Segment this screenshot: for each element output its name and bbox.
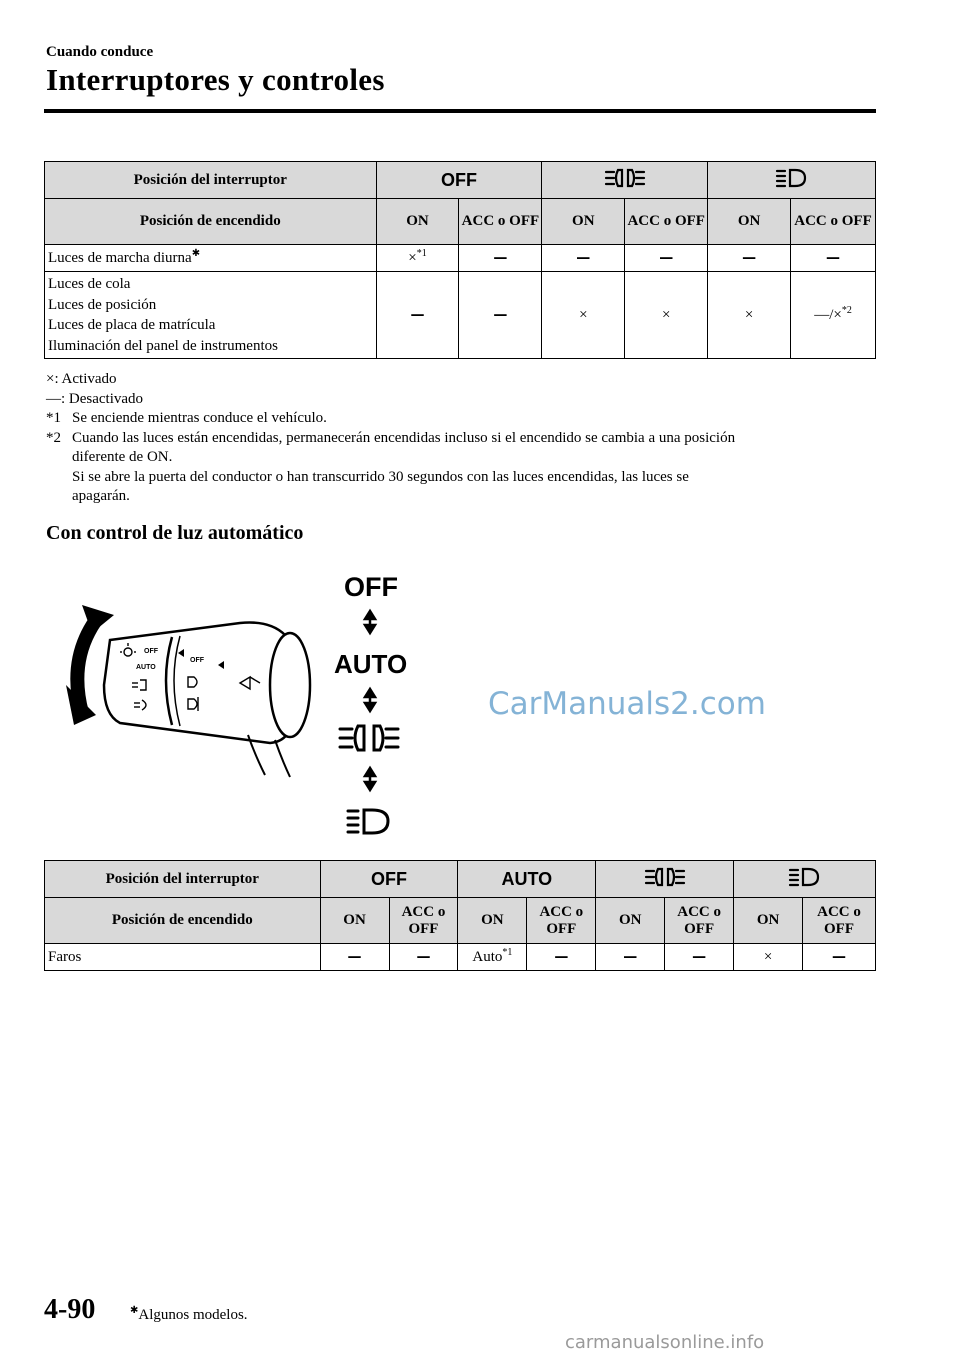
table-row [45,944,876,971]
parking-light-icon [340,726,398,750]
watermark: CarManuals2.com [488,686,766,722]
switch-parking-cell [542,162,708,199]
switch-off-cell [320,861,458,898]
row-label-line: Iluminación del panel de instrumentos [48,337,278,354]
switch-headlight-cell [708,162,876,199]
some-models-mark: ✱ [130,1305,139,1316]
ignition-cell: ON [376,199,459,245]
daytime-lights-label: Luces de marcha diurna [48,249,192,266]
light-position-table [44,161,876,359]
ignition-cell: ON [320,898,389,944]
note-number: *2 [46,429,61,446]
note-2-cont: diferente de ON. [72,449,173,465]
footnote-text: Algunos modelos. [138,1307,248,1323]
headlight-icon [775,167,809,189]
note-2 [46,429,876,449]
ignition-position-label: Posición de encendido [45,199,377,245]
switch-auto-cell [458,861,596,898]
footnote-ref: *1 [502,946,513,958]
cell-value: Auto [472,948,503,965]
table-cell: — [459,245,542,272]
switch-parking-cell [596,861,734,898]
table-cell [458,944,527,971]
arrow-updown-icon [365,768,375,790]
ignition-cell: ACC o OFF [389,898,458,944]
stalk-off-label: OFF [190,657,204,664]
stalk-auto-label: AUTO [136,664,156,671]
stalk-off-label: OFF [144,648,158,655]
ignition-cell: ACC o OFF [791,199,876,245]
parking-light-icon [644,866,686,888]
row-label: Faros [45,944,321,971]
note-number: *1 [46,410,61,426]
ignition-position-row [45,199,876,245]
table-cell: — [665,944,734,971]
ignition-cell: ACC o OFF [527,898,596,944]
parking-light-icon [604,167,646,189]
ignition-cell: ACC o OFF [803,898,876,944]
row-label-line: Luces de posición [48,296,157,313]
switch-position-label: Posición del interruptor [45,861,321,898]
table-cell: × [734,944,803,971]
row-label [45,245,377,272]
table-cell: — [596,944,665,971]
note-text: Se enciende mientras conduce el vehículo. [72,410,327,426]
cell-value: × [408,249,417,266]
ignition-cell: ACC o OFF [459,199,542,245]
table-cell: × [625,272,708,359]
switch-position-row [45,861,876,898]
table-row [45,245,876,272]
switch-auto-label: AUTO [501,868,553,889]
note-on: ×: Activado [46,371,117,387]
switch-off-label: OFF [440,169,477,190]
switch-off-label: OFF [371,868,407,889]
ignition-cell: ACC o OFF [665,898,734,944]
ignition-cell: ON [596,898,665,944]
row-label-line: Luces de placa de matrícula [48,317,216,333]
headlight-icon [788,866,822,888]
cell-value: —/× [814,306,842,323]
footnote-ref: *2 [841,304,852,316]
table-cell [376,245,459,272]
table-row [45,272,876,359]
row-label-line: Luces de cola [48,276,131,292]
section-heading: Con control de luz automático [46,522,304,544]
switch-legend-figure [328,568,428,840]
arrow-updown-icon [365,689,375,711]
light-stalk-illustration [60,565,322,780]
table-cell: × [708,272,791,359]
page-title: Interruptores y controles [46,62,385,97]
table-cell: — [625,245,708,272]
table-cell [791,272,876,359]
section-label: Cuando conduce [46,44,154,60]
footnote-ref: *1 [416,247,427,259]
legend-auto-label: AUTO [334,649,408,679]
table-cell: — [708,245,791,272]
note-off: —: Desactivado [46,390,144,407]
ignition-position-label: Posición de encendido [45,898,321,944]
switch-position-row [45,162,876,199]
ignition-cell: ON [458,898,527,944]
table-cell: — [320,944,389,971]
headlight-icon [348,810,388,833]
note-2-cont: Si se abre la puerta del conductor o han transcurrido 30 segundos con las luces encendidas, las luces se [72,468,689,485]
arrow-updown-icon [365,611,375,633]
switch-headlight-cell [734,861,876,898]
switch-position-label: Posición del interruptor [45,162,377,199]
site-watermark: carmanualsonline.info [565,1332,765,1353]
ignition-cell: ON [708,199,791,245]
some-models-footnote [130,1307,248,1324]
ignition-cell: ON [734,898,803,944]
legend-notes [46,370,876,507]
table-cell: — [376,272,459,359]
table-cell: — [389,944,458,971]
note-2-cont: apagarán. [72,488,130,504]
ignition-cell: ACC o OFF [625,199,708,245]
ignition-cell: ON [542,199,625,245]
page-number: 4-90 [44,1294,96,1325]
legend-off-label: OFF [344,572,398,602]
table-cell: — [791,245,876,272]
table-cell: × [542,272,625,359]
table-cell: — [803,944,876,971]
some-models-mark: ✱ [191,247,201,259]
ignition-position-row [45,898,876,944]
row-label [45,272,377,359]
table-cell: — [527,944,596,971]
table-cell: — [459,272,542,359]
switch-off-cell [376,162,542,199]
title-rule [44,109,876,113]
headlight-auto-table [44,860,876,971]
table-cell: — [542,245,625,272]
note-1 [46,409,876,429]
note-text: Cuando las luces están encendidas, permanecerán encendidas incluso si el encendido se cambia a una posición [72,429,736,446]
